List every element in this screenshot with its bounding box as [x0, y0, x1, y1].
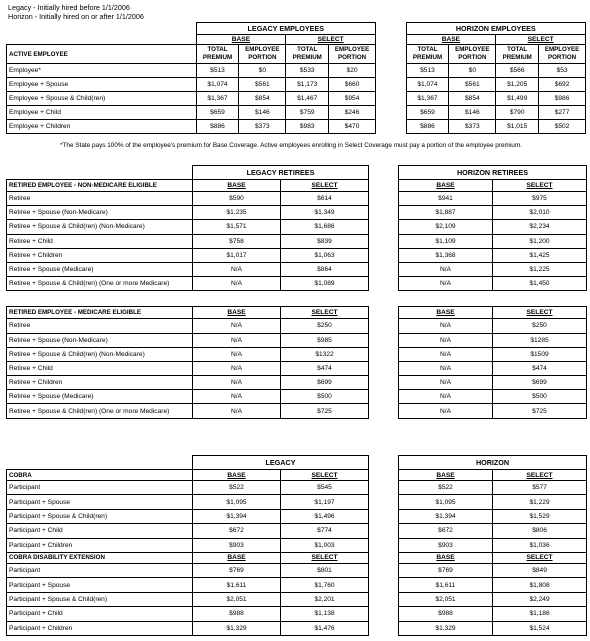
column-gap: [369, 607, 399, 621]
premium-cell: $1509: [493, 347, 587, 361]
select-header: SELECT: [493, 470, 587, 481]
row-label: Participant + Spouse & Child(ren): [7, 592, 193, 606]
premium-cell: $941: [399, 192, 493, 206]
premium-cell: N/A: [399, 277, 493, 291]
premium-cell: $1,496: [281, 509, 369, 523]
premium-cell: $660: [329, 78, 376, 92]
premium-cell: $983: [286, 120, 329, 134]
column-gap: [369, 621, 399, 635]
base-header: BASE: [399, 180, 493, 192]
premium-cell: $886: [196, 120, 239, 134]
row-label: Retiree + Spouse (Non-Medicare): [7, 206, 193, 220]
premium-cell: $1,571: [193, 220, 281, 234]
premium-cell: $1,476: [281, 621, 369, 635]
total-premium-header: TOTAL PREMIUM: [496, 45, 539, 64]
premium-cell: $513: [406, 64, 449, 78]
premium-cell: $790: [496, 106, 539, 120]
premium-cell: $2,010: [493, 206, 587, 220]
base-header: BASE: [193, 307, 281, 319]
premium-cell: $1,329: [193, 621, 281, 635]
premium-cell: $1,235: [193, 206, 281, 220]
premium-cell: $659: [196, 106, 239, 120]
premium-cell: N/A: [193, 390, 281, 404]
column-gap: [376, 78, 407, 92]
premium-cell: $864: [281, 262, 369, 276]
premium-cell: $500: [281, 390, 369, 404]
base-header: BASE: [193, 552, 281, 563]
premium-cell: $0: [449, 64, 496, 78]
horizon-retirees-header: HORIZON RETIREES: [399, 166, 587, 180]
active-column-header-row: [7, 45, 586, 64]
select-header: SELECT: [493, 307, 587, 319]
column-gap: [369, 319, 399, 333]
premium-cell: $988: [193, 607, 281, 621]
row-label: Retiree + Children: [7, 376, 193, 390]
select-header: SELECT: [281, 307, 369, 319]
legacy-note: Legacy - Initially hired before 1/1/2006: [8, 3, 130, 12]
premium-cell: $1,367: [406, 92, 449, 106]
table-row: [7, 248, 587, 262]
select-header: SELECT: [493, 552, 587, 563]
premium-cell: $1322: [281, 347, 369, 361]
premium-cell: $1,524: [493, 621, 587, 635]
premium-cell: $986: [539, 92, 586, 106]
table-row: [7, 390, 587, 404]
base-header: BASE: [193, 180, 281, 192]
row-label: Participant: [7, 481, 193, 495]
premium-cell: N/A: [399, 262, 493, 276]
table-row: [7, 538, 587, 552]
premium-cell: $1,138: [281, 607, 369, 621]
premium-cell: $886: [406, 120, 449, 134]
row-label: Retiree + Spouse & Child(ren) (Non-Medicare): [7, 347, 193, 361]
cobra-disability-section-label: COBRA DISABILITY EXTENSION: [7, 552, 193, 563]
premium-cell: $470: [329, 120, 376, 134]
premium-cell: N/A: [193, 333, 281, 347]
employee-portion-header: EMPLOYEE PORTION: [449, 45, 496, 64]
row-label: Retiree + Spouse (Medicare): [7, 390, 193, 404]
premium-cell: $1,205: [496, 78, 539, 92]
premium-cell: $502: [539, 120, 586, 134]
premium-cell: N/A: [399, 347, 493, 361]
premium-cell: $1,074: [406, 78, 449, 92]
premium-cell: $373: [449, 120, 496, 134]
premium-cell: $577: [493, 481, 587, 495]
select-header: SELECT: [281, 552, 369, 563]
premium-cell: $474: [493, 361, 587, 375]
premium-cell: $1,329: [399, 621, 493, 635]
premium-cell: $672: [193, 524, 281, 538]
premium-cell: $954: [329, 92, 376, 106]
premium-cell: $561: [449, 78, 496, 92]
select-header: SELECT: [281, 180, 369, 192]
premium-cell: $1,760: [281, 578, 369, 592]
premium-cell: $1,109: [399, 234, 493, 248]
premium-cell: $903: [399, 538, 493, 552]
non-medicare-section-label: RETIRED EMPLOYEE - NON-MEDICARE ELIGIBLE: [7, 180, 193, 192]
total-premium-header: TOTAL PREMIUM: [286, 45, 329, 64]
premium-cell: $975: [493, 192, 587, 206]
column-gap: [376, 64, 407, 78]
premium-cell: $1,808: [493, 578, 587, 592]
premium-cell: $1,229: [493, 495, 587, 509]
table-row: [7, 376, 587, 390]
premium-cell: $1,200: [493, 234, 587, 248]
premium-cell: $1,036: [493, 538, 587, 552]
row-label: Employee*: [7, 64, 197, 78]
premium-cell: $854: [449, 92, 496, 106]
column-gap: [376, 106, 407, 120]
premium-cell: $373: [239, 120, 286, 134]
column-gap: [369, 509, 399, 523]
table-row: [7, 524, 587, 538]
premium-cell: N/A: [399, 376, 493, 390]
active-section-label: ACTIVE EMPLOYEE: [7, 45, 197, 64]
row-label: Participant + Children: [7, 538, 193, 552]
premium-cell: $146: [449, 106, 496, 120]
premium-cell: $590: [193, 192, 281, 206]
row-label: Retiree + Child: [7, 361, 193, 375]
active-employee-table: [6, 22, 586, 134]
row-label: Retiree + Spouse & Child(ren) (Non-Medicare): [7, 220, 193, 234]
premium-cell: $1,186: [493, 607, 587, 621]
premium-cell: $774: [281, 524, 369, 538]
table-row: [7, 234, 587, 248]
premium-cell: N/A: [399, 361, 493, 375]
base-header: BASE: [399, 470, 493, 481]
column-gap: [369, 563, 399, 577]
premium-cell: N/A: [399, 404, 493, 418]
premium-cell: $1,887: [399, 206, 493, 220]
column-gap: [369, 538, 399, 552]
employee-portion-header: EMPLOYEE PORTION: [329, 45, 376, 64]
premium-cell: $759: [286, 106, 329, 120]
premium-cell: $1,425: [493, 248, 587, 262]
horizon-base-header: BASE: [406, 35, 496, 45]
table-row: [7, 607, 587, 621]
column-gap: [369, 376, 399, 390]
base-coverage-footnote: *The State pays 100% of the employee's premium for Base Coverage. Active employees enrolling in Select Coverage must pay a portion of the employee premium.: [60, 142, 522, 149]
select-header: SELECT: [493, 180, 587, 192]
table-row: [7, 319, 587, 333]
legacy-base-header: BASE: [196, 35, 286, 45]
row-label: Participant + Child: [7, 524, 193, 538]
premium-cell: $1,063: [281, 248, 369, 262]
table-row: [7, 333, 587, 347]
column-gap: [369, 592, 399, 606]
premium-cell: $2,051: [193, 592, 281, 606]
row-label: Employee + Spouse: [7, 78, 197, 92]
column-gap: [369, 404, 399, 418]
premium-cell: $769: [193, 563, 281, 577]
column-gap: [369, 277, 399, 291]
premium-cell: $522: [399, 481, 493, 495]
premium-cell: $250: [281, 319, 369, 333]
column-gap: [369, 347, 399, 361]
table-row: [7, 78, 586, 92]
horizon-select-header: SELECT: [496, 35, 586, 45]
premium-cell: $699: [281, 376, 369, 390]
table-row: [7, 277, 587, 291]
premium-cell: $277: [539, 106, 586, 120]
table-row: [7, 495, 587, 509]
premium-cell: $1,394: [193, 509, 281, 523]
row-label: Participant: [7, 563, 193, 577]
row-label: Retiree + Child: [7, 234, 193, 248]
row-label: Retiree: [7, 319, 193, 333]
column-gap: [369, 192, 399, 206]
row-label: Retiree + Spouse & Child(ren) (One or more Medicare): [7, 277, 193, 291]
premium-cell: $1,450: [493, 277, 587, 291]
premium-cell: $545: [281, 481, 369, 495]
premium-cell: $672: [399, 524, 493, 538]
column-gap: [369, 220, 399, 234]
premium-cell: N/A: [193, 361, 281, 375]
table-row: [7, 262, 587, 276]
table-row: [7, 206, 587, 220]
premium-cell: $1,095: [399, 495, 493, 509]
column-gap: [369, 524, 399, 538]
column-gap: [369, 206, 399, 220]
row-label: Employee + Child: [7, 106, 197, 120]
premium-cell: $849: [493, 563, 587, 577]
premium-cell: $725: [493, 404, 587, 418]
table-row: [7, 578, 587, 592]
row-label: Participant + Spouse: [7, 495, 193, 509]
premium-cell: $1,197: [281, 495, 369, 509]
premium-cell: $1,173: [286, 78, 329, 92]
premium-cell: $614: [281, 192, 369, 206]
row-label: Retiree + Children: [7, 248, 193, 262]
table-row: [7, 361, 587, 375]
premium-cell: $2,051: [399, 592, 493, 606]
row-label: Retiree + Spouse (Medicare): [7, 262, 193, 276]
premium-cell: $985: [281, 333, 369, 347]
premium-cell: $1,686: [281, 220, 369, 234]
row-label: Participant + Child: [7, 607, 193, 621]
table-row: [7, 92, 586, 106]
premium-cell: N/A: [399, 319, 493, 333]
premium-cell: $758: [193, 234, 281, 248]
total-premium-header: TOTAL PREMIUM: [196, 45, 239, 64]
premium-cell: $2,234: [493, 220, 587, 234]
premium-cell: $692: [539, 78, 586, 92]
row-label: Participant + Spouse: [7, 578, 193, 592]
premium-cell: $1,611: [399, 578, 493, 592]
base-header: BASE: [399, 552, 493, 563]
employee-portion-header: EMPLOYEE PORTION: [539, 45, 586, 64]
premium-cell: $1,089: [281, 277, 369, 291]
employee-portion-header: EMPLOYEE PORTION: [239, 45, 286, 64]
column-gap: [369, 361, 399, 375]
premium-cell: $1,017: [193, 248, 281, 262]
premium-cell: N/A: [193, 262, 281, 276]
premium-cell: $1,529: [493, 509, 587, 523]
premium-cell: $561: [239, 78, 286, 92]
column-gap: [369, 262, 399, 276]
column-gap: [376, 120, 407, 134]
horizon-note: Horizon - Initially hired on or after 1/1/2006: [8, 12, 144, 21]
legacy-employees-header: LEGACY EMPLOYEES: [196, 23, 375, 35]
premium-cell: $1,611: [193, 578, 281, 592]
premium-cell: $20: [329, 64, 376, 78]
premium-cell: $1,074: [196, 78, 239, 92]
premium-cell: $1,225: [493, 262, 587, 276]
table-row: [7, 509, 587, 523]
table-row: [7, 106, 586, 120]
premium-cell: $903: [193, 538, 281, 552]
row-label: Participant + Spouse & Child(ren): [7, 509, 193, 523]
table-row: [7, 481, 587, 495]
premium-cell: $2,109: [399, 220, 493, 234]
table-row: [7, 192, 587, 206]
premium-cell: N/A: [193, 376, 281, 390]
medicare-section-label: RETIRED EMPLOYEE - MEDICARE ELIGIBLE: [7, 307, 193, 319]
premium-cell: $500: [493, 390, 587, 404]
table-row: [7, 404, 587, 418]
premium-cell: $839: [281, 234, 369, 248]
row-label: Retiree + Spouse & Child(ren) (One or more Medicare): [7, 404, 193, 418]
premium-cell: N/A: [399, 333, 493, 347]
retirees-table: [6, 165, 587, 419]
premium-cell: N/A: [193, 347, 281, 361]
premium-cell: $988: [399, 607, 493, 621]
premium-cell: $2,201: [281, 592, 369, 606]
row-label: Employee + Children: [7, 120, 197, 134]
premium-cell: $1,394: [399, 509, 493, 523]
premium-cell: $566: [496, 64, 539, 78]
premium-cell: $0: [239, 64, 286, 78]
premium-cell: $806: [493, 524, 587, 538]
premium-cell: N/A: [193, 319, 281, 333]
premium-cell: $1,349: [281, 206, 369, 220]
premium-cell: N/A: [193, 277, 281, 291]
premium-cell: $769: [399, 563, 493, 577]
premium-cell: $1285: [493, 333, 587, 347]
column-gap: [369, 248, 399, 262]
column-gap: [369, 333, 399, 347]
table-row: [7, 120, 586, 134]
premium-cell: $474: [281, 361, 369, 375]
row-label: Employee + Spouse & Child(ren): [7, 92, 197, 106]
premium-cell: $513: [196, 64, 239, 78]
premium-cell: $1,003: [281, 538, 369, 552]
premium-cell: $1,467: [286, 92, 329, 106]
premium-cell: $146: [239, 106, 286, 120]
legacy-select-header: SELECT: [286, 35, 376, 45]
table-row: [7, 621, 587, 635]
row-label: Participant + Children: [7, 621, 193, 635]
premium-cell: $53: [539, 64, 586, 78]
row-label: Retiree + Spouse (Non-Medicare): [7, 333, 193, 347]
cobra-horizon-header: HORIZON: [399, 456, 587, 470]
base-header: BASE: [193, 470, 281, 481]
premium-cell: $725: [281, 404, 369, 418]
column-gap: [376, 92, 407, 106]
legacy-retirees-header: LEGACY RETIREES: [193, 166, 369, 180]
premium-cell: $250: [493, 319, 587, 333]
premium-cell: $854: [239, 92, 286, 106]
horizon-employees-header: HORIZON EMPLOYEES: [406, 23, 585, 35]
premium-cell: $1,367: [196, 92, 239, 106]
premium-cell: $1,015: [496, 120, 539, 134]
column-gap: [369, 481, 399, 495]
premium-cell: $659: [406, 106, 449, 120]
table-row: [7, 592, 587, 606]
premium-cell: N/A: [399, 390, 493, 404]
column-gap: [369, 495, 399, 509]
row-label: Retiree: [7, 192, 193, 206]
premium-cell: $246: [329, 106, 376, 120]
premium-cell: $801: [281, 563, 369, 577]
base-header: BASE: [399, 307, 493, 319]
cobra-table: [6, 455, 587, 636]
table-row: [7, 64, 586, 78]
premium-cell: $1,095: [193, 495, 281, 509]
select-header: SELECT: [281, 470, 369, 481]
cobra-legacy-header: LEGACY: [193, 456, 369, 470]
premium-cell: N/A: [193, 404, 281, 418]
premium-cell: $1,368: [399, 248, 493, 262]
total-premium-header: TOTAL PREMIUM: [406, 45, 449, 64]
column-gap: [369, 578, 399, 592]
table-row: [7, 220, 587, 234]
table-row: [7, 347, 587, 361]
column-gap: [369, 390, 399, 404]
premium-cell: $522: [193, 481, 281, 495]
premium-cell: $699: [493, 376, 587, 390]
premium-cell: $2,249: [493, 592, 587, 606]
cobra-section-label: COBRA: [7, 470, 193, 481]
table-row: [7, 563, 587, 577]
column-gap: [369, 234, 399, 248]
premium-cell: $1,499: [496, 92, 539, 106]
premium-cell: $533: [286, 64, 329, 78]
